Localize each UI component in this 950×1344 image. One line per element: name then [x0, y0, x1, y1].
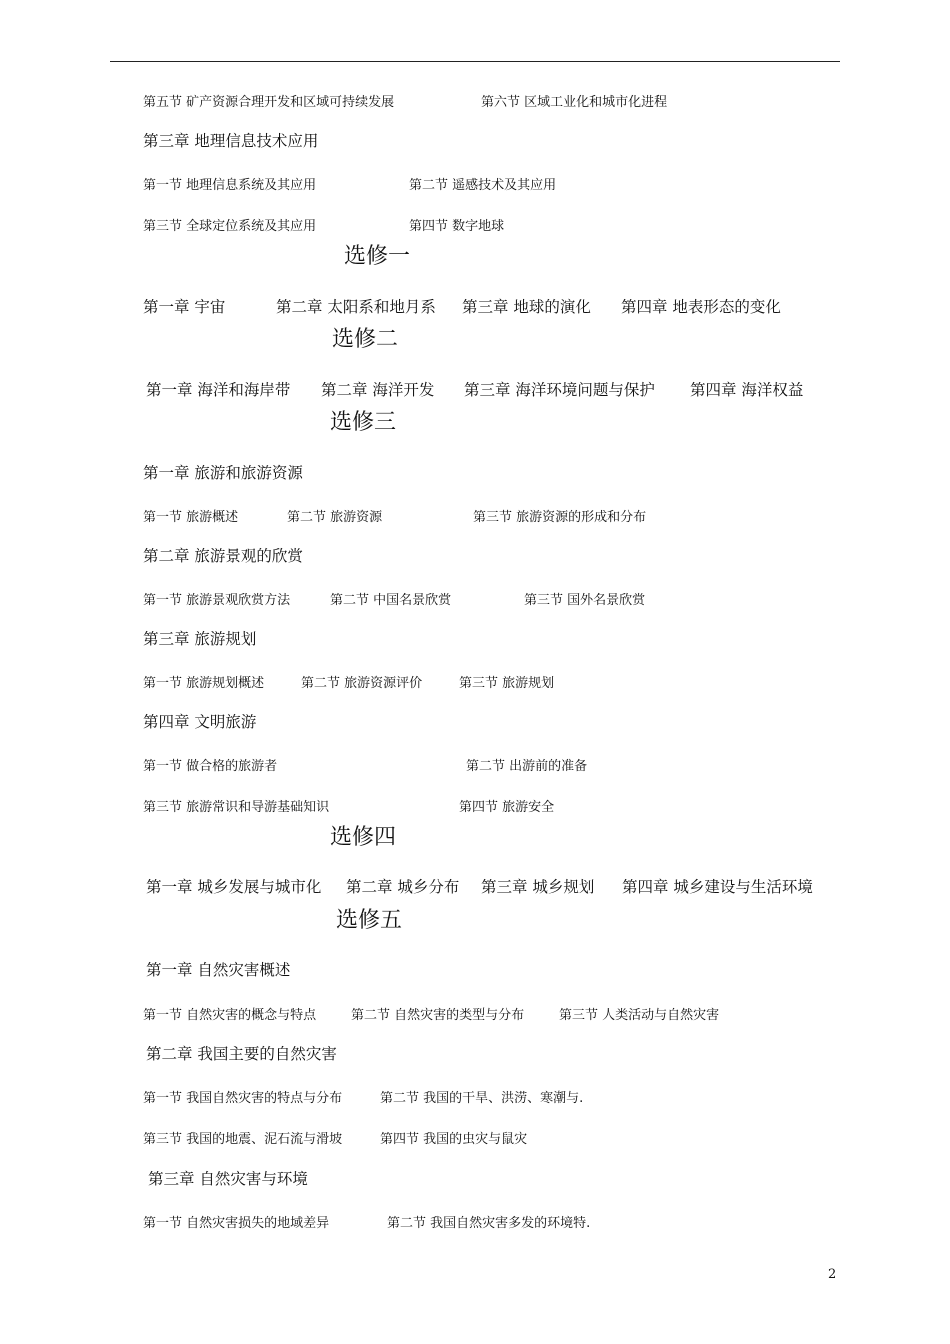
section-line: 第一节 我国自然灾害的特点与分布 [143, 1091, 343, 1106]
section-line: 第一节 自然灾害的概念与特点 [143, 1008, 317, 1023]
chapter-title: 第一章 自然灾害概述 [146, 961, 291, 979]
elective-heading: 选修五 [336, 908, 403, 933]
elective-heading: 选修二 [332, 327, 399, 352]
section-line: 第一节 旅游概述 [143, 510, 239, 525]
elective-heading: 选修三 [330, 410, 397, 435]
elective-heading: 选修一 [344, 244, 411, 269]
chapter-title: 第二章 我国主要的自然灾害 [146, 1045, 337, 1063]
chapter-title: 第二章 城乡分布 [346, 878, 460, 896]
section-line: 第三节 旅游规划 [459, 676, 555, 691]
section-line: 第三节 我国的地震、泥石流与滑坡 [143, 1132, 343, 1147]
section-line: 第一节 做合格的旅游者 [143, 759, 278, 774]
chapter-title: 第四章 文明旅游 [143, 713, 257, 731]
section-line: 第五节 矿产资源合理开发和区域可持续发展 [143, 95, 395, 110]
section-line: 第三节 旅游资源的形成和分布 [473, 510, 647, 525]
section-line: 第二节 旅游资源 [287, 510, 383, 525]
section-line: 第二节 中国名景欣赏 [330, 593, 452, 608]
chapter-title: 第三章 海洋环境问题与保护 [464, 381, 655, 399]
chapter-title: 第三章 自然灾害与环境 [148, 1170, 308, 1188]
section-line: 第二节 遥感技术及其应用 [409, 178, 557, 193]
chapter-title: 第一章 海洋和海岸带 [146, 381, 291, 399]
chapter-title: 第三章 旅游规划 [143, 630, 257, 648]
section-line: 第四节 我国的虫灾与鼠灾 [380, 1132, 528, 1147]
section-line: 第二节 旅游资源评价 [301, 676, 423, 691]
chapter-title: 第四章 地表形态的变化 [621, 298, 781, 316]
chapter-title: 第三章 城乡规划 [481, 878, 595, 896]
chapter-title: 第一章 宇宙 [143, 298, 226, 316]
chapter-title: 第二章 海洋开发 [321, 381, 435, 399]
section-line: 第一节 地理信息系统及其应用 [143, 178, 317, 193]
chapter-title: 第二章 旅游景观的欣赏 [143, 547, 303, 565]
section-line: 第二节 出游前的准备 [466, 759, 588, 774]
section-line: 第三节 旅游常识和导游基础知识 [143, 800, 330, 815]
section-line: 第四节 数字地球 [409, 219, 505, 234]
page-number: 2 [828, 1267, 837, 1282]
chapter-title: 第四章 海洋权益 [690, 381, 804, 399]
section-line: 第六节 区域工业化和城市化进程 [481, 95, 668, 110]
chapter-title: 第三章 地理信息技术应用 [143, 132, 319, 150]
chapter-title: 第二章 太阳系和地月系 [276, 298, 436, 316]
header-rule [110, 61, 840, 62]
section-line: 第二节 自然灾害的类型与分布 [351, 1008, 525, 1023]
section-line: 第一节 旅游景观欣赏方法 [143, 593, 291, 608]
section-line: 第四节 旅游安全 [459, 800, 555, 815]
section-line: 第二节 我国的干旱、洪涝、寒潮与. [380, 1091, 584, 1106]
section-line: 第一节 旅游规划概述 [143, 676, 265, 691]
chapter-title: 第一章 旅游和旅游资源 [143, 464, 303, 482]
section-line: 第三节 国外名景欣赏 [524, 593, 646, 608]
section-line: 第二节 我国自然灾害多发的环境特. [387, 1216, 591, 1231]
chapter-title: 第三章 地球的演化 [462, 298, 591, 316]
section-line: 第三节 人类活动与自然灾害 [559, 1008, 720, 1023]
chapter-title: 第一章 城乡发展与城市化 [146, 878, 322, 896]
elective-heading: 选修四 [330, 825, 397, 850]
chapter-title: 第四章 城乡建设与生活环境 [622, 878, 813, 896]
section-line: 第三节 全球定位系统及其应用 [143, 219, 317, 234]
section-line: 第一节 自然灾害损失的地域差异 [143, 1216, 330, 1231]
